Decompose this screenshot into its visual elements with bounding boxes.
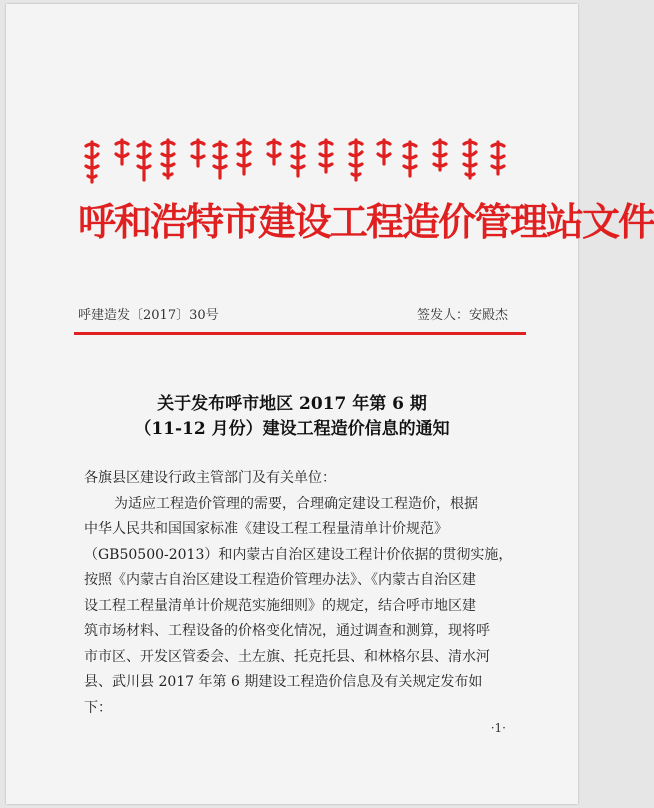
body-line: 按照《内蒙古自治区建设工程造价管理办法》、《内蒙古自治区建: [84, 572, 476, 588]
body-line: 下：: [84, 699, 112, 716]
page-number: ·1·: [490, 721, 506, 735]
body-line: 筑市场材料、工程设备的价格变化情况，通过调查和测算，现将呼: [84, 623, 490, 639]
body-line: 设工程工程量清单计价规范实施细则》的规定，结合呼市地区建: [84, 597, 476, 614]
body-line: 中华人民共和国国家标准《建设工程工程量清单计价规范》: [84, 521, 448, 537]
document-page: [6, 4, 654, 804]
addressee-line: 各旗县区建设行政主管部门及有关单位：: [84, 470, 336, 486]
body-line: 为适应工程造价管理的需要，合理确定建设工程造价，根据: [114, 495, 478, 512]
signer: 签发人：安殿杰: [416, 308, 508, 323]
issuing-office-title: 呼和浩特市建设工程造价管理站文件: [78, 199, 654, 244]
body-line: （GB50500-2013）和内蒙古自治区建设工程计价依据的贯彻实施，: [84, 546, 513, 563]
notice-title-line-2: （11-12 月份）建设工程造价信息的通知: [134, 419, 450, 439]
notice-body: [84, 466, 524, 721]
body-line: 县、武川县 2017 年第 6 期建设工程造价信息及有关规定发布如: [84, 674, 483, 690]
red-divider-line: [74, 332, 526, 335]
body-line: 市市区、开发区管委会、土左旗、托克托县、和林格尔县、清水河: [84, 648, 490, 665]
mongolian-script-header: [78, 134, 518, 186]
document-number: 呼建造发〔2017〕30号: [78, 308, 219, 323]
notice-title-line-1: 关于发布呼市地区 2017 年第 6 期: [157, 394, 427, 414]
